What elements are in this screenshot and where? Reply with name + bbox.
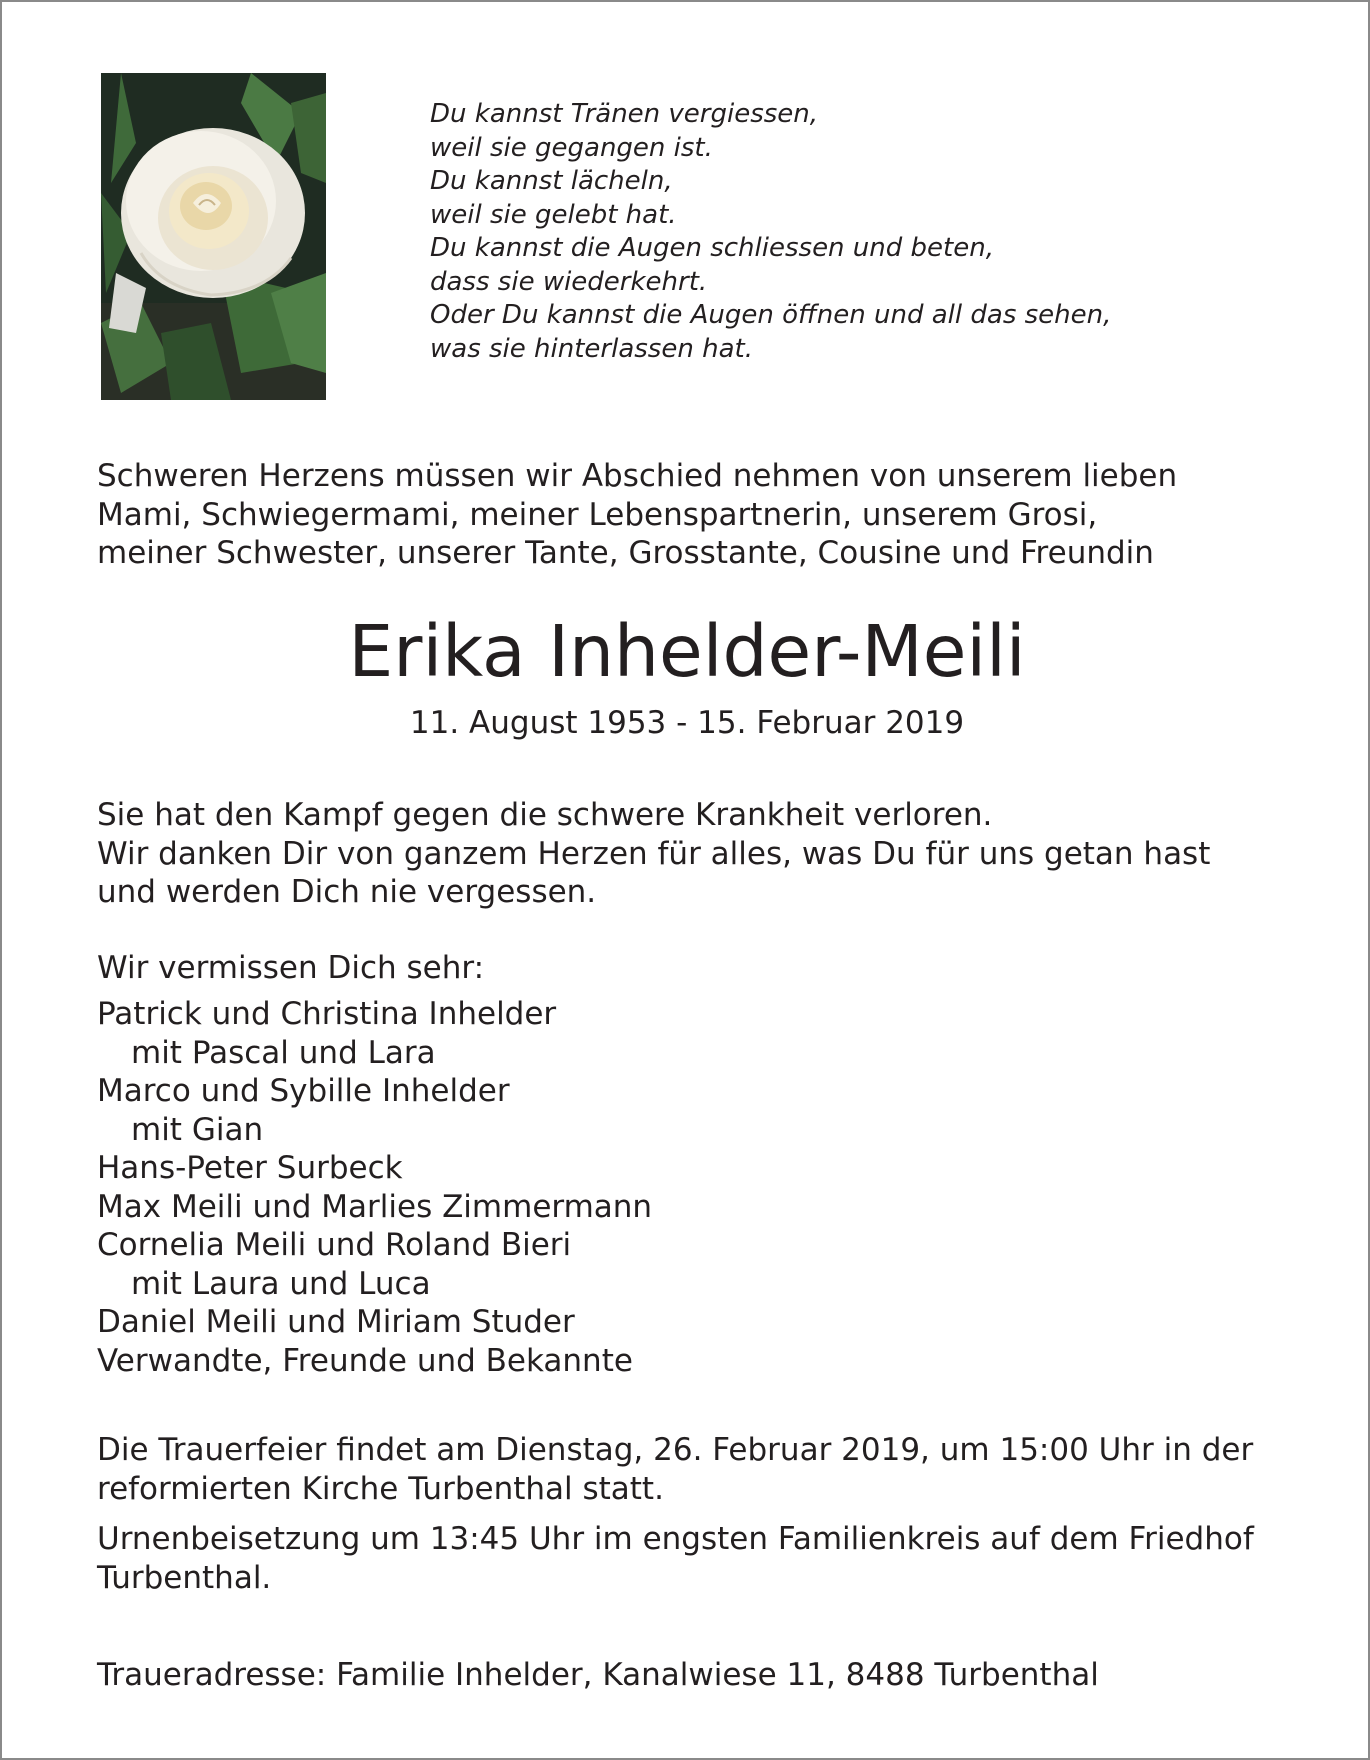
mourner-line: Hans-Peter Surbeck — [97, 1150, 403, 1186]
rose-image — [101, 73, 326, 400]
mourner-line: Patrick und Christina Inhelder — [97, 996, 557, 1032]
ceremony-text — [97, 1431, 1253, 1508]
life-dates: 11. August 1953 - 15. Februar 2019 — [409, 705, 965, 741]
intro-text — [97, 457, 1177, 573]
poem-line: Du kannst die Augen schliessen und beten, — [430, 233, 994, 263]
mourner-line: Marco und Sybille Inhelder — [97, 1073, 510, 1109]
mourner-line: Max Meili und Marlies Zimmermann — [97, 1188, 653, 1225]
burial-line: Urnenbeisetzung um 13:45 Uhr im engsten Familienkreis auf dem Friedhof — [97, 1521, 1254, 1557]
poem-line: weil sie gelebt hat. — [430, 199, 677, 230]
poem-line: was sie hinterlassen hat. — [430, 333, 753, 364]
mourning-address: Traueradresse: Familie Inhelder, Kanalwiese 11, 8488 Turbenthal — [97, 1657, 1099, 1693]
poem-line: Oder Du kannst die Augen öffnen und all das sehen, — [430, 300, 1112, 330]
mourner-line: Verwandte, Freunde und Bekannte — [97, 1342, 633, 1379]
mourner-line: mit Gian — [131, 1111, 264, 1148]
mourner-line: Daniel Meili und Miriam Studer — [97, 1304, 575, 1340]
mourner-line: Cornelia Meili und Roland Bieri — [97, 1227, 572, 1263]
intro-line: meiner Schwester, unserer Tante, Grosstante, Cousine und Freundin — [97, 535, 1154, 571]
mourner-line: mit Laura und Luca — [131, 1265, 431, 1302]
mourner-line: mit Pascal und Lara — [131, 1034, 436, 1071]
white-rose-photo — [101, 73, 326, 400]
mourners-list — [97, 995, 652, 1380]
deceased-name: Erika Inhelder-Meili — [348, 610, 1026, 693]
burial-text — [97, 1520, 1254, 1597]
poem — [430, 98, 1111, 366]
intro-line: Schweren Herzens müssen wir Abschied nehmen von unserem lieben — [97, 458, 1178, 494]
burial-line: Turbenthal. — [97, 1559, 272, 1596]
poem-line: Du kannst lächeln, — [430, 166, 673, 196]
poem-line: Du kannst Tränen vergiessen, — [430, 99, 819, 129]
poem-line: dass sie wiederkehrt. — [430, 266, 708, 297]
ceremony-line: Die Trauerfeier findet am Dienstag, 26. Februar 2019, um 15:00 Uhr in der — [97, 1432, 1254, 1468]
mourners-heading: Wir vermissen Dich sehr: — [97, 950, 485, 986]
message-line: Sie hat den Kampf gegen die schwere Krankheit verloren. — [97, 797, 993, 833]
message-line: und werden Dich nie vergessen. — [97, 874, 597, 910]
poem-line: weil sie gegangen ist. — [430, 132, 713, 163]
ceremony-line: reformierten Kirche Turbenthal statt. — [97, 1470, 664, 1507]
intro-line: Mami, Schwiegermami, meiner Lebenspartnerin, unserem Grosi, — [97, 496, 1098, 533]
message-line: Wir danken Dir von ganzem Herzen für alles, was Du für uns getan hast — [97, 835, 1211, 872]
message-text — [97, 796, 1210, 912]
